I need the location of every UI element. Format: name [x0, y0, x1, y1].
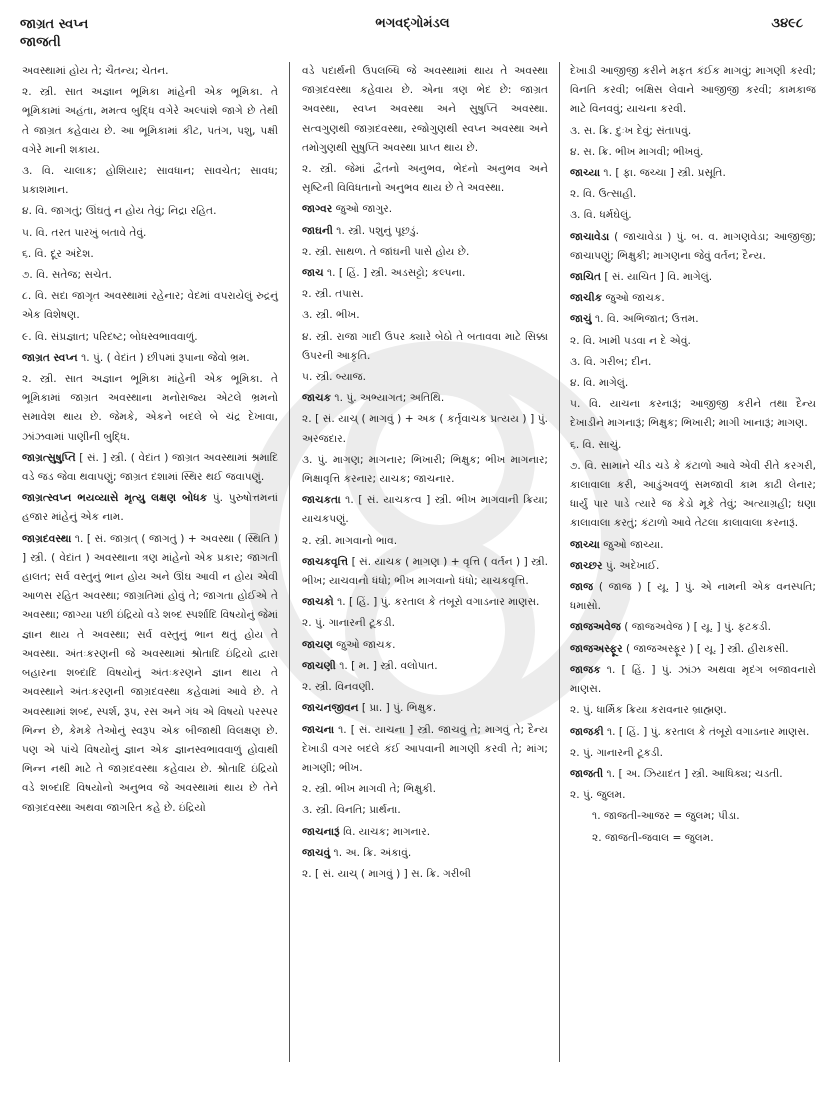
dictionary-entry [22, 449, 278, 487]
headword: જાચાવેડા [570, 230, 610, 243]
dictionary-entry [302, 222, 548, 241]
definition-text: ૧. [ સં. યાચકત્વ ] સ્ત્રી. ભીખ માગવાની ક્રિયા; યાચકપણું. [302, 494, 548, 526]
usage-example [570, 829, 816, 848]
definition-text: ૩. વિ. ગરીબ; દીન. [570, 355, 652, 368]
definition-text: ૩. પું. માગણ; માગનાર; ભિખારી; ભિક્ષુક; ભીખ માગનાર; ભિક્ષાવૃત્તિ કરનાર; યાચક; જાચનાર. [302, 453, 548, 486]
dictionary-entry [570, 228, 816, 266]
definition-text: ૧. [ હિં. ] પું. કરતાલ કે તંબૂરો વગાડનાર માણસ. [333, 596, 540, 609]
headword: જાગ્રત્સુષુપ્તિ [22, 451, 76, 464]
page-number: ૩૪૯૮ [771, 16, 803, 31]
definition-sense [570, 395, 816, 433]
definition-sense [302, 780, 548, 799]
column-divider [559, 62, 560, 1062]
definition-sense [570, 206, 816, 225]
definition-text: ૨. સ્ત્રી. તપાસ. [302, 288, 364, 301]
definition-text: ૨. સ્ત્રી. વિનવણી. [302, 681, 375, 694]
dictionary-entry [570, 289, 816, 308]
dictionary-entry [570, 310, 816, 329]
definition-text: ૩. સ્ત્રી. ભીખ. [302, 309, 360, 322]
dictionary-entry [302, 553, 548, 591]
definition-sense [302, 678, 548, 697]
definition-text: ( જાજઅસ્ફૂર ) [ યૂ. ] સ્ત્રી. હીરાકસી. [622, 642, 789, 655]
headword: જાચણી [302, 659, 336, 672]
definition-text: ૨. પું. ગાનારની ટૂકડી. [302, 617, 396, 630]
definition-text: વડે પદાર્થની ઉપલબ્ધિ જે અવસ્થામાં થાય તે અવસ્થા જાગ્રદવસ્થા કહેવાય છે. એના ત્રણ ભેદ છે: જાગ્રત અવસ્થા, સ્વપ્ન અવસ્થા અને સુષુપ્તિ અવસ્થા. સત્વગુણથી જાગ્રદવસ્થા, રજોગુણથી સ્વપ્ન અવસ્થા અને તમોગુણથી સુષુપ્તિ અવસ્થા પ્રાપ્ત થાય છે. [302, 65, 548, 154]
definition-text: ૨. સ્ત્રી. જેમાં દ્વૈતનો અનુભવ, ભેદનો અનુભવ અને સૃષ્ટિની વિવિધતાનો અનુભવ થાય છે તે અવસ્થા. [302, 163, 548, 195]
definition-text: ૧. વિ. અભિજાત; ઉત્તમ. [591, 313, 699, 326]
definition-sense [302, 285, 548, 304]
dictionary-entry [22, 530, 278, 818]
definition-text: ૨. સ્ત્રી. ભીખ માગવી તે; ભિક્ષુકી. [302, 783, 436, 796]
definition-sense [570, 122, 816, 141]
definition-sense [570, 374, 816, 393]
dictionary-entry [570, 765, 816, 784]
definition-text: ૩. વિ. ધર્મઘેલું. [570, 209, 632, 222]
dictionary-entry [570, 723, 816, 742]
dictionary-entry [302, 699, 548, 718]
headword: જાચ્ચા [570, 538, 600, 551]
definition-text: ૯. વિ. સંપ્રજ્ઞાત; પરિદષ્ટ; બોધસ્વભાવવાળું. [22, 330, 198, 343]
headword: જાજક [570, 663, 601, 676]
dictionary-entry [302, 491, 548, 529]
definition-text: ૬. વિ. દૂર અંદેશ. [22, 247, 94, 260]
dictionary-entry [570, 578, 816, 616]
headword: જાગ્રત્સ્વપ્ન ભયવ્યાસે મૃત્યુ લક્ષણ બોધક [22, 492, 208, 505]
headword: જાચ [302, 267, 324, 280]
definition-sense [570, 353, 816, 372]
headword: જાજ [570, 581, 594, 594]
definition-text: ૨. [ સં. યાચ્ ( માગવું ) + અક ( કર્તૃવાચક પ્રત્યય ) ] પું. અરજદાર. [302, 413, 548, 445]
dictionary-entry [570, 557, 816, 576]
definition-sense [302, 243, 548, 262]
definition-text: ૭. વિ. સામાને ચીડ ચડે કે કંટાળો આવે એવી રીતે કરગરી, કાલાવાલા કરી, આડુંઅવળું સમજાવી કામ કાઢી લેનાર; ધાર્યું પાર પાડે ત્યારે જ કેડો મૂકે તેવું; અત્યાગ્રહી; ઘણા કાલાવાલા કરતું; કંટાળો આવે તેટલા કાલાવાલા કરનારૂં. [570, 459, 816, 530]
definition-text: ૨. વિ. ખામી પડવા ન દે એવું. [570, 334, 691, 347]
definition-text: ( જાજ ) [ યૂ. ] પું. એ નામની એક વનસ્પતિ; ધમાસો. [570, 581, 816, 613]
definition-text: ( જાજઅવેજ ) [ યૂ. ] પું. ફટકડી. [620, 621, 772, 634]
definition-text: ૩. વિ. ચાલાક; હોશિયાર; સાવધાન; સાવચેત; સાવધ; પ્રકાશમાન. [22, 165, 278, 197]
headword: જાચક [302, 392, 332, 405]
definition-text: ૧. સ્ત્રી. પશુનું પૂછડું. [332, 224, 419, 237]
definition-text: ૧. અ. ક્રિ. અંકાવું. [330, 846, 412, 859]
dictionary-entry [302, 636, 548, 655]
dictionary-entry [570, 661, 816, 699]
guide-word-first: જાગ્રત સ્વપ્ન [20, 17, 89, 32]
headword: જાચ્છર [570, 559, 603, 572]
headword: જાચું [570, 313, 592, 326]
definition-sense [22, 162, 278, 200]
definition-text: ૧. [ હિં. ] પું. કરતાલ કે તંબૂરો વગાડનાર માણસ. [603, 725, 810, 738]
definition-text: ૫. વિ. તરત પારખું બતાવે તેવું. [22, 226, 147, 239]
dictionary-entry [302, 264, 548, 283]
definition-sense [22, 328, 278, 347]
dictionary-entry [302, 200, 548, 219]
definition-text: ૨. પું. જુલમ. [570, 789, 626, 802]
definition-text: ૨. વિ. ઉત્સાહી. [570, 188, 637, 201]
definition-sense [570, 62, 816, 120]
dictionary-entry [302, 823, 548, 842]
dictionary-entry [302, 844, 548, 863]
definition-sense [302, 532, 548, 551]
definition-text: ૨. સ્ત્રી. સાત અજ્ઞાન ભૂમિકા માંહેની એક ભૂમિકા. તે ભૂમિકામાં અહંતા, મમત્વ બુદ્ધિ વગેરે અલ્પાંશે જાગે છે તેથી તે જાગ્રત કહેવાય છે. આ ભૂમિકામાં કીટ, પતંગ, પશુ, પક્ષી વગેરે માની શકાય. [22, 86, 278, 156]
definition-text: પું. પુરુષોત્તમનાં હજાર માંહેનું એક નામ. [22, 492, 278, 524]
dictionary-entry [570, 268, 816, 287]
definition-text: ૭. વિ. સતેજ; સચેત. [22, 269, 112, 282]
definition-text: ૨. જાજતી-જવાલ = જુલમ. [592, 831, 714, 844]
definition-text: જુઓ જાચ્યા. [599, 538, 664, 551]
definition-sense [570, 786, 816, 805]
headword: જાજકી [570, 725, 604, 738]
definition-text: જુઓ જાચક. [602, 292, 665, 305]
definition-sense [570, 185, 816, 204]
guide-word-last: જાજતી [20, 35, 61, 50]
dictionary-entry [570, 164, 816, 183]
definition-text: ૨. પું. ધાર્મિક ક્રિયા કરાવનાર બ્રાહ્મણ. [570, 704, 727, 717]
definition-text: જુઓ જાચક. [332, 638, 396, 651]
book-title: ભગવદ્ગોમંડલ [375, 16, 450, 31]
definition-sense [302, 306, 548, 325]
dictionary-entry [570, 536, 816, 555]
headword: જાજતી [570, 767, 604, 780]
dictionary-entry [570, 640, 816, 659]
definition-text: [ સં. યાચક ( માગણ ) + વૃત્તિ ( વર્તન ) ] સ્ત્રી. ભીખ; યાચવાનો ધંધો; ભીખ માગવાનો ધંધો; યાચકવૃત્તિ. [302, 555, 548, 588]
definition-text: ૮. વિ. સદા જાગૃત અવસ્થામાં રહેનાર; વેદમાં વપરાયેલું રુદ્રનું એક વિશેષણ. [22, 290, 278, 322]
definition-text: પું. અદેખાઈ. [602, 559, 660, 572]
page-header [0, 0, 825, 58]
dictionary-entry [302, 593, 548, 612]
definition-sense [22, 62, 278, 81]
definition-sense [302, 451, 548, 489]
definition-text: [ પ્રા. ] પું. ભિક્ષુક. [358, 702, 437, 715]
definition-text: ૧. પું. અભ્યાગત; અતિથિ. [331, 392, 445, 405]
dictionary-entry [302, 389, 548, 408]
definition-text: ૫. વિ. યાચના કરનારૂં; આજીજી કરીને તથા દૈન્ય દેખાડીને માગનારૂં; ભિક્ષુક; ભિખારી; માગી ખાનારૂં; માગણ. [570, 398, 816, 430]
definition-text: ૪. વિ. માગેલું. [570, 377, 629, 390]
headword: જાઘની [302, 224, 333, 237]
column-1 [22, 62, 278, 1062]
definition-sense [570, 436, 816, 455]
headword: જાચકવૃત્તિ [302, 555, 349, 568]
definition-text: ૨. સ્ત્રી. સાથળ. તે જાંઘની પાસે હોય છે. [302, 245, 470, 258]
definition-text: ૧. [ હિં. ] સ્ત્રી. અડસટ્ટો; કલ્પના. [323, 267, 466, 280]
definition-sense [302, 614, 548, 633]
definition-text: ૩. સ. ક્રિ. દુઃખ દેવું; સંતાપવું. [570, 124, 692, 137]
definition-text: ૧. [ સં. યાચના ] સ્ત્રી. જાચવું તે; માગવું તે; દૈન્ય દેખાડી વગર બદલે કંઈ આપવાની માગણી કરવી તે; માંગ; માગણી; ભીખ. [302, 723, 548, 774]
headword: જાચિત [570, 271, 601, 284]
definition-sense [302, 865, 548, 884]
dictionary-entry [22, 349, 278, 368]
definition-text: વિ. યાચક; માગનાર. [339, 825, 431, 838]
definition-sense [22, 245, 278, 264]
definition-text: ( જાચાવેડા ) પું. બ. વ. માગણવેડા; આજીજી; જાચાપણું; ભિક્ષુકી; માગણના જેવું વર્તન; દૈન્ય. [570, 230, 816, 262]
headword: જાજઅસ્ફૂર [570, 642, 623, 655]
dictionary-entry [302, 657, 548, 676]
definition-sense [570, 143, 816, 162]
definition-sense [22, 370, 278, 447]
column-2 [302, 62, 548, 1062]
headword: જાચના [302, 723, 335, 736]
headword: જાગ્વર [302, 203, 333, 216]
headword: જાચકતા [302, 494, 341, 507]
definition-text: ૨. સ્ત્રી. સાત અજ્ઞાન ભૂમિકા માંહેની એક ભૂમિકા. તે ભૂમિકામાં જાગ્રત અવસ્થાના મનોરાજ્ય એટલે ભ્રમનો સમાવેશ થાય છે. જેમકે, એકને બદલે બે ચંદ્ર દેખાવા, ઝાંઝવામાં પાણીની બુદ્ધિ. [22, 373, 278, 443]
headword: જાચકો [302, 596, 334, 609]
definition-text: [ સં. ] સ્ત્રી. ( વેદાંત ) જાગ્રત અવસ્થામાં શ્રમાદિ વડે જડ જેવા થવાપણું; જાગ્રત દશામાં સ્થિર થઈ જવાપણું. [22, 451, 278, 484]
dictionary-entry [302, 721, 548, 779]
definition-sense [302, 328, 548, 366]
definition-sense [22, 202, 278, 221]
column-divider [289, 62, 290, 1062]
definition-text: જુઓ જાગુર. [332, 203, 393, 216]
definition-text: ૧. જાજતી-આજર = જુલમ; પીડા. [592, 810, 740, 823]
dictionary-entry [570, 618, 816, 637]
definition-text: ૫. સ્ત્રી. બ્યાજ. [302, 371, 367, 384]
definition-sense [22, 287, 278, 325]
definition-sense [302, 801, 548, 820]
definition-text: ૪. સ્ત્રી. રાજા ગાદી ઉપર ક્યારે બેઠો તે બતાવવા માટે સિક્કા ઉપરની આકૃતિ. [302, 330, 548, 362]
headword: જાચીક [570, 292, 603, 305]
column-3 [570, 62, 816, 1062]
definition-text: ૪. વિ. જાગતું; ઊંઘતું ન હોય તેવું; નિદ્રા રહિત. [22, 205, 217, 218]
headword: જાચનારૂં [302, 825, 340, 838]
definition-text: અવસ્થામાં હોય તે; ચૈતન્ય; ચેતન. [22, 65, 169, 77]
dictionary-entry [22, 489, 278, 527]
definition-sense [302, 160, 548, 198]
definition-text: ૧. [ સં. જાગ્રત્ ( જાગતું ) + અવસ્થા ( સ્થિતિ ) ] સ્ત્રી. ( વેદાંત ) અવસ્થાના ત્રણ માંહેનો એક પ્રકાર; જાગતી હાલત; સર્વ વસ્તુનું ભાન હોય અને ઊંઘ આવી ન હોય એવી આળસ રહિત અવસ્થા; જાગ્રતિમાં હોવું તે; જાગતા હોઈએ તે અવસ્થા; જાગ્યા પછી ઇંદ્રિયો વડે શબ્દ સ્પર્શાદિ વિષયોનું જેમાં જ્ઞાન થાય તે અવસ્થા; સર્વ વસ્તુનું ભાન થતું હોય તે અવસ્થા. અંતઃકરણની જે અવસ્થામાં શ્રોતાદિ ઇંદ્રિયો દ્વારા બહારના શબ્દાદિ વિષયોનું અંતઃકરણને જ્ઞાન થાય તે અવસ્થાને અંતઃકરણની જાગ્રદવસ્થા કહેવામાં આવે છે. તે અવસ્થામાં શબ્દ, સ્પર્શ, રૂપ, રસ અને ગંધ એ વિષયો પરસ્પર ભિન્ન છે, કેમકે તેઓનું સ્વરૂપ એક બીજાથી વિલક્ષણ છે. પણ એ પાંચે વિષયોનું જ્ઞાન એક જ્ઞાનસ્વભાવવાળું હોવાથી ભિન્ન નથી માટે તે જાગ્રદવસ્થા કહેવાય છે. શ્રોતાદિ ઇંદ્રિયો વડે શબ્દાદિ વિષયોનો અનુભવ જે અવસ્થામાં થાય છે તેને જાગ્રદવસ્થા અથવા જાગરિત કહે છે. ઇંદ્રિયો [22, 532, 278, 814]
definition-sense [570, 457, 816, 534]
definition-sense [302, 368, 548, 387]
headword: જાચણ [302, 638, 333, 651]
definition-sense [302, 62, 548, 158]
definition-sense [570, 744, 816, 763]
definition-sense [570, 701, 816, 720]
definition-text: [ સં. યાચિત ] વિ. માગેલું. [601, 271, 713, 284]
definition-text: ૨. પું. ગાનારની ટૂકડી. [570, 746, 664, 759]
headword: જાગ્રત સ્વપ્ન [22, 351, 78, 364]
definition-sense [570, 332, 816, 351]
definition-text: ૨. [ સં. યાચ્ ( માગવું ) ] સ. ક્રિ. ગરીબી [302, 867, 471, 880]
definition-sense [22, 224, 278, 243]
definition-sense [302, 410, 548, 448]
definition-text: ૨. સ્ત્રી. માગવાનો ભાવ. [302, 534, 398, 547]
definition-text: ૧. પું. ( વેદાંત ) છીપમાં રૂપાના જેવો ભ્રમ. [77, 351, 250, 364]
definition-text: ૪. સ. ક્રિ. ભીખ માગવી; ભીખવું. [570, 145, 704, 158]
headword: જાચવું [302, 846, 331, 859]
dictionary-columns [22, 62, 816, 1082]
headword: જાજઅવેજ [570, 621, 621, 634]
headword: જાગ્રદવસ્થા [22, 532, 72, 545]
headword: જાચનજીવન [302, 702, 359, 715]
headword: જાચ્યા [570, 167, 601, 180]
definition-sense [22, 83, 278, 160]
definition-text: ૧. [ હિં. ] પું. ઝાંઝ અથવા મૃદંગ બજાવનારો માણસ. [570, 663, 816, 696]
definition-text: દેખાડી આજીજી કરીને મફત કંઈક માગવું; માગણી કરવી; વિનતિ કરવી; બક્ષિસ લેવાને આજીજી કરવી; કામકાજ માટે વિનવવું; યાચના કરવી. [570, 65, 816, 116]
usage-example [570, 807, 816, 826]
definition-text: ૧. [ ફા. જચ્ચા ] સ્ત્રી. પ્રસૂતિ. [600, 167, 726, 180]
definition-text: ૧. [ મ. ] સ્ત્રી. વલોપાત. [335, 659, 438, 672]
definition-text: ૬. વિ. સાચું. [570, 438, 622, 451]
definition-text: ૩. સ્ત્રી. વિનતિ; પ્રાર્થના. [302, 804, 401, 817]
definition-text: ૧. [ અ. ઝિયાદત ] સ્ત્રી. આધિક્ય; ચડતી. [603, 767, 783, 780]
definition-sense [22, 266, 278, 285]
